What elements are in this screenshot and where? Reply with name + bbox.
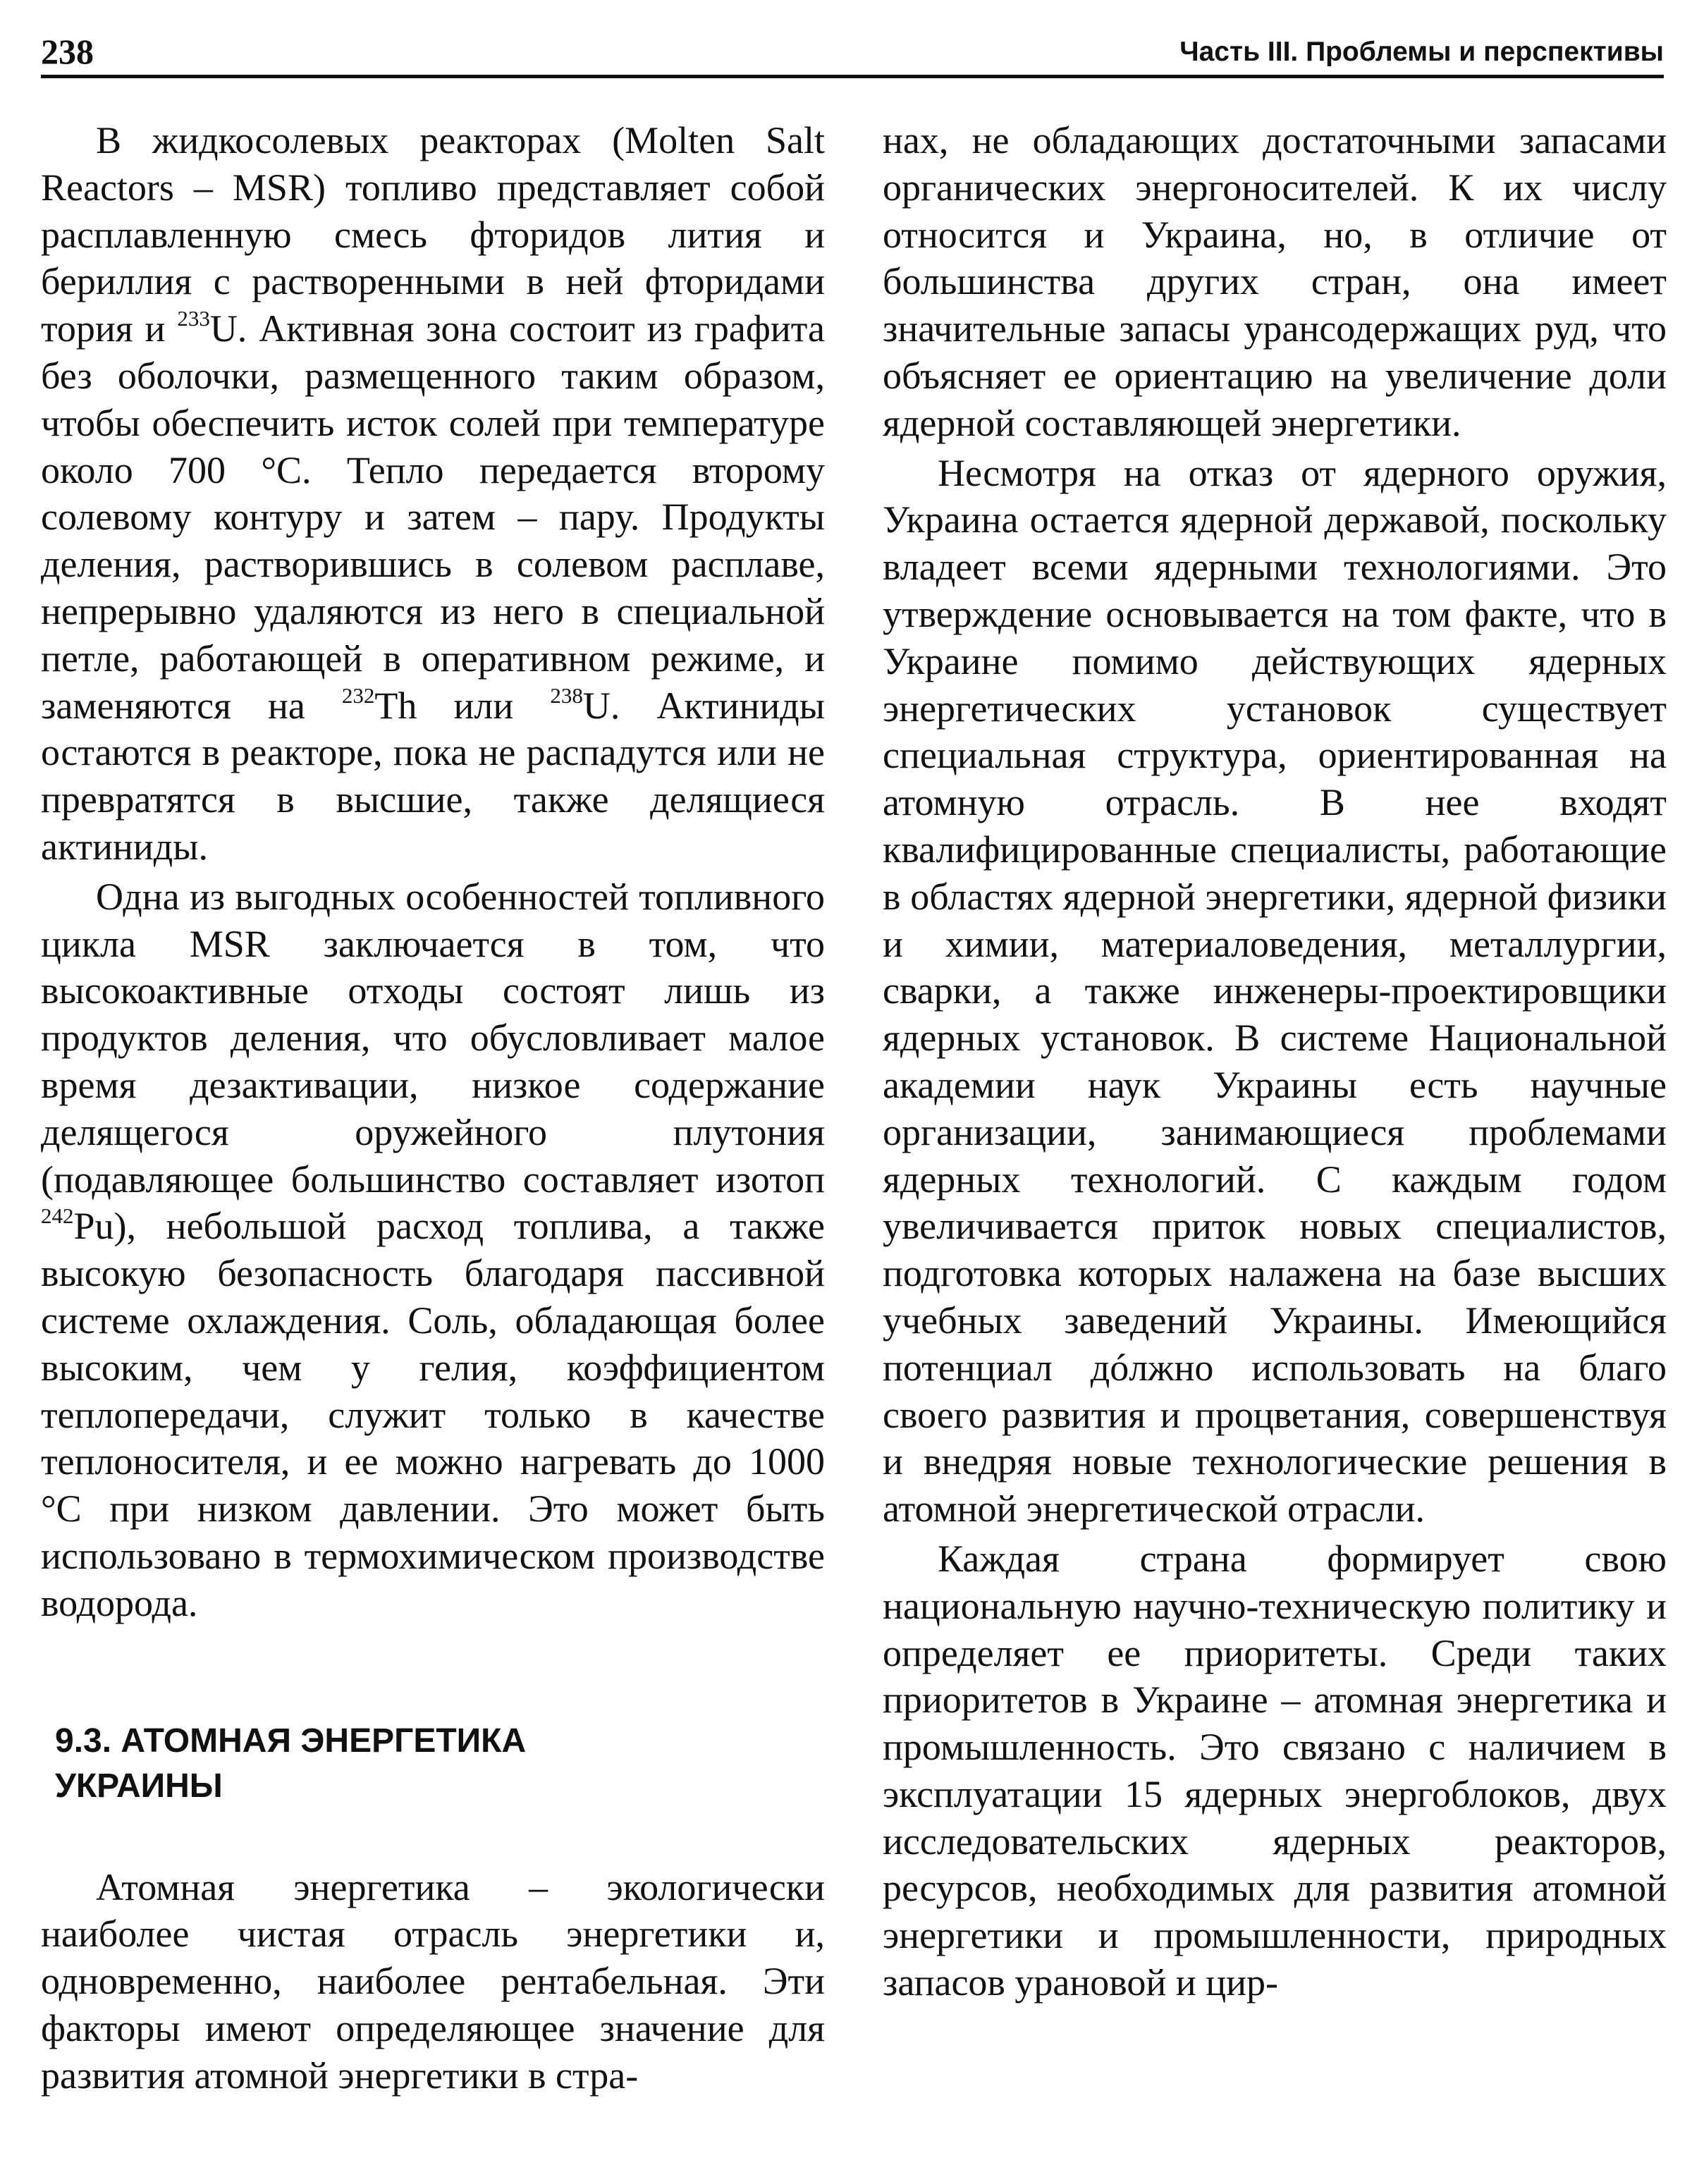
isotope-superscript: 233 xyxy=(177,306,210,331)
section-heading xyxy=(55,1719,825,1809)
paragraph-text: U. Активная зона состоит из графита без оболочки, размещенного таким образом, чтобы обеспечить исток солей при температуре около 700 °С. Тепло передается второму солевому контуру и затем – пару. Продукты деления, растворившись в солевом расплаве, непрерывно удаляются из него в специальной петле, работающей в оперативном режиме, и заменяются на xyxy=(41,307,825,727)
left-column xyxy=(41,117,825,2099)
paragraph-msr-advantages xyxy=(41,873,825,1627)
right-column xyxy=(883,117,1667,2006)
running-head: Часть III. Проблемы и перспективы xyxy=(1179,37,1664,67)
section-heading-line: 9.3. АТОМНАЯ ЭНЕРГЕТИКА xyxy=(55,1722,527,1760)
section-heading-line: УКРАИНЫ xyxy=(55,1767,223,1805)
isotope-superscript: 232 xyxy=(341,682,375,708)
paragraph-continuation: нах, не обладающих достаточными запасами органических энергоносителей. К их числу относится и Украина, но, в отличие от большинства других стран, она имеет значительные запасы урансодержащих руд, что объясняет ее ориентацию на увеличение доли ядерной составляющей энергетики. xyxy=(883,119,1667,444)
paragraph-national-priorities: Каждая страна формирует свою национальную научно-техническую политику и определяет ее приоритеты. Среди таких приоритетов в Украине – атомная энергетика и промышленность. Это связано с наличием в эксплуатации 15 ядерных энергоблоков, двух исследовательских ядерных реакторов, ресурсов, необходимых для развития атомной энергетики и промышленности, природных запасов урановой и цир- xyxy=(883,1537,1667,2004)
page-header xyxy=(41,28,1664,78)
page-number: 238 xyxy=(41,32,94,71)
paragraph-text: Pu), небольшой расход топлива, а также высокую безопасность благодаря пассивной системе охлаждения. Соль, обладающая более высоким, чем у гелия, коэффициентом теплопередачи, служит только в качестве теплоносителя, и ее можно нагревать до 1000 °С при низком давлении. Это может быть использовано в термохимическом производстве водорода. xyxy=(41,1205,825,1624)
paragraph-text: U. Актиниды остаются в реакторе, пока не распадутся или не превратятся в высшие, также делящиеся актиниды. xyxy=(41,684,826,868)
paragraph-text: В жидкосолевых реакторах (Molten Salt Reactors – MSR) топливо представляет собой расплавленную смесь фторидов лития и бериллия с растворенными в ней фторидами тория и xyxy=(41,119,825,350)
paragraph-text: Одна из выгодных особенностей топливного цикла MSR заключается в том, что высокоактивные отходы состоят лишь из продуктов деления, что обусловливает малое время дезактивации, низкое содержание делящегося оружейного плутония (подавляющее большинство составляет изотоп xyxy=(41,875,825,1201)
paragraph-nuclear-power-status: Несмотря на отказ от ядерного оружия, Украина остается ядерной державой, поскольку владеет всеми ядерными технологиями. Это утверждение основывается на том факте, что в Украине помимо действующих ядерных энергетических установок существует специальная структура, ориентированная на атомную отрасль. В нее входят квалифицированные специалисты, работающие в областях ядерной энергетики, ядерной физики и химии, материаловедения, металлургии, сварки, а также инженеры-проектировщики ядерных установок. В системе Национальной академии наук Украины есть научные организации, занимающиеся проблемами ядерных технологий. С каждым годом увеличивается приток новых специалистов, подготовка которых налажена на базе высших учебных заведений Украины. Имеющийся потенциал дóлжно использовать на благо своего развития и процветания, совершенствуя и внедряя новые технологические решения в атомной энергетической отрасли. xyxy=(883,451,1667,1530)
paragraph-text: Th или xyxy=(374,684,551,727)
paragraph-msr-description xyxy=(41,117,825,871)
isotope-superscript: 242 xyxy=(41,1203,74,1229)
header-rule xyxy=(41,75,1664,78)
paragraph-ukraine-intro: Атомная энергетика – экологически наиболее чистая отрасль энергетики и, одновременно, наиболее рентабельная. Эти факторы имеют определяющее значение для развития атомной энергетики в стра- xyxy=(41,1865,825,2097)
isotope-superscript: 238 xyxy=(550,682,583,708)
